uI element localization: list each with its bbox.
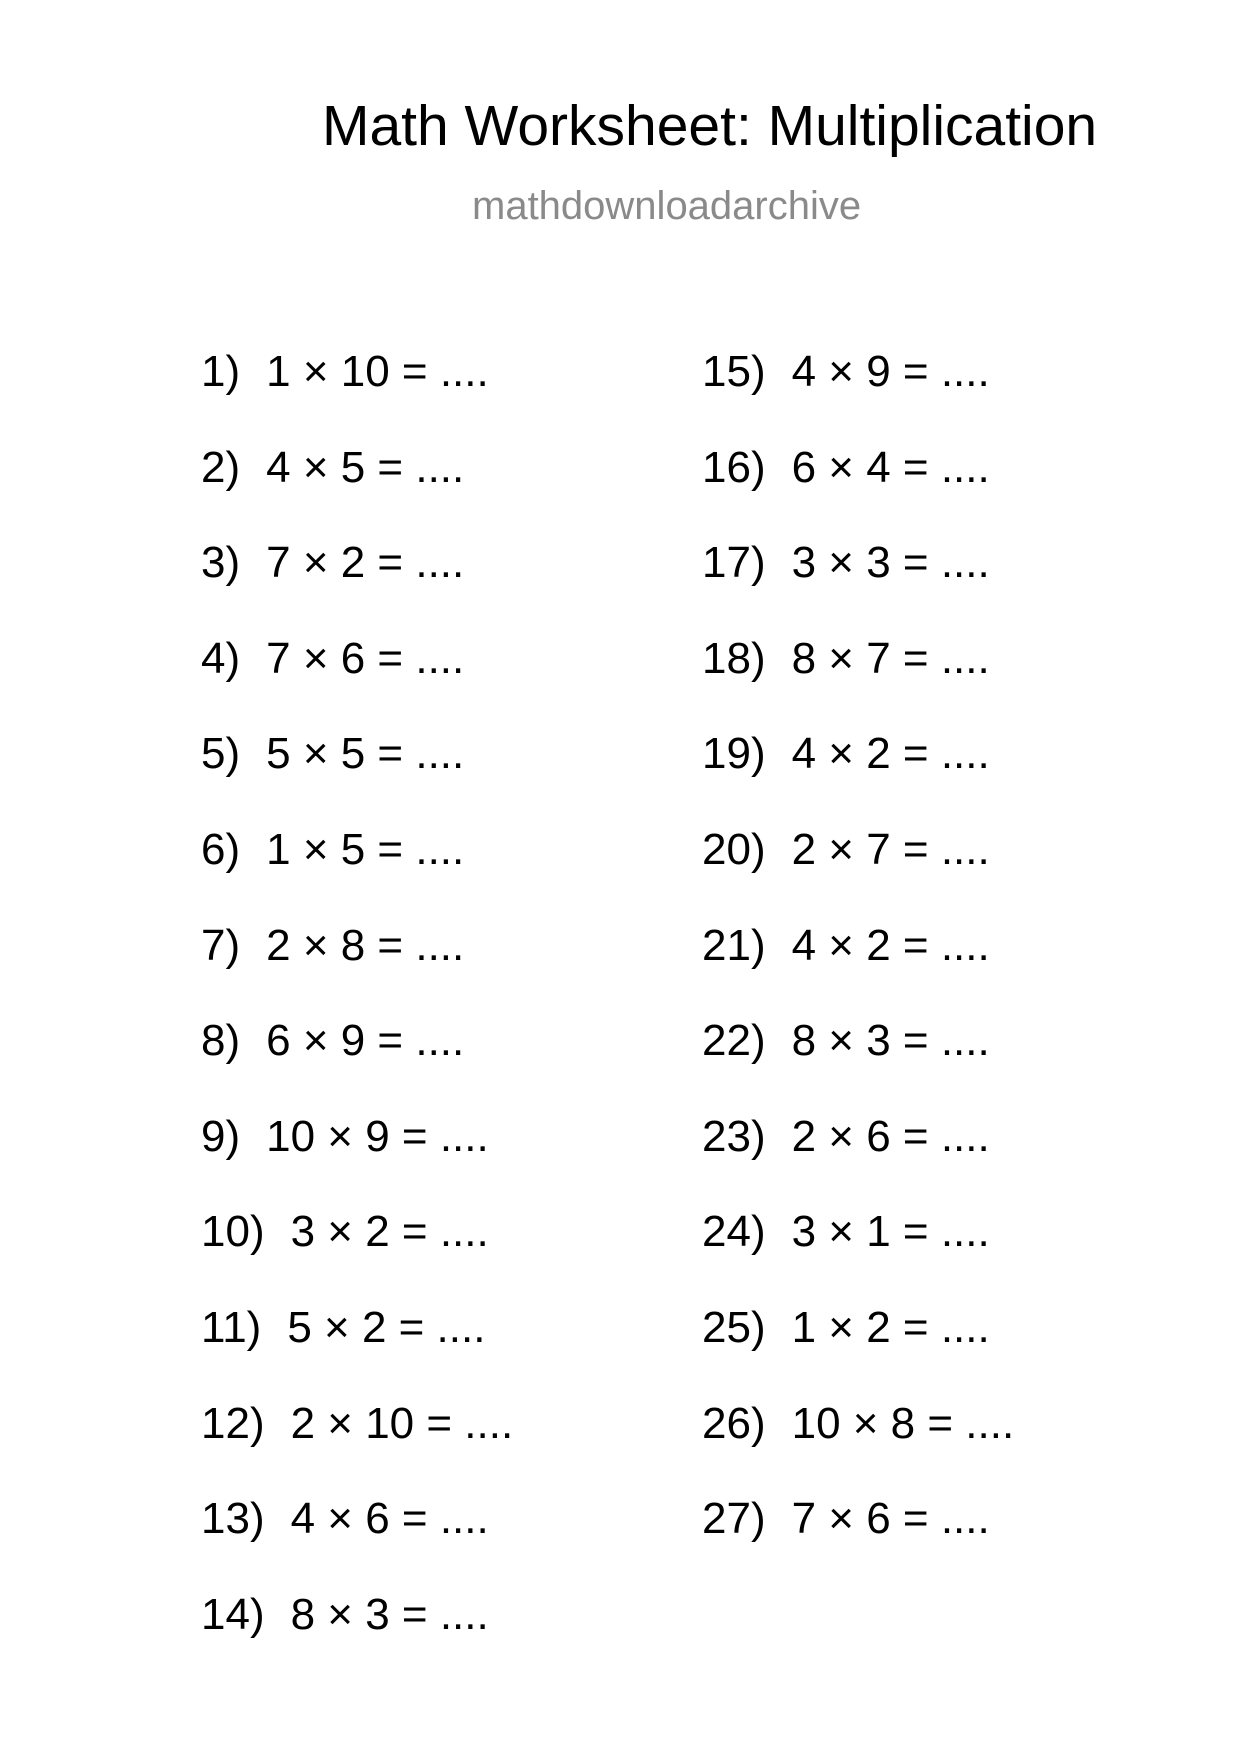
problem-number: 23) — [702, 1111, 766, 1161]
problem-item — [201, 1207, 513, 1306]
problem-item — [702, 1302, 1014, 1402]
problem-expression: 2 × 10 = .... — [290, 1398, 514, 1448]
problem-item — [702, 824, 1014, 924]
problem-number: 2) — [201, 442, 241, 492]
problem-item — [201, 1302, 513, 1402]
problem-number: 14) — [201, 1589, 265, 1639]
problems-column-left — [201, 347, 514, 1688]
problems-column-right — [702, 347, 1015, 1593]
problem-expression: 1 × 10 = .... — [266, 347, 489, 396]
problem-expression: 3 × 3 = .... — [791, 538, 990, 588]
problem-expression: 7 × 6 = .... — [791, 1494, 990, 1544]
problem-item — [702, 1016, 1014, 1115]
problem-number: 5) — [201, 729, 241, 779]
problem-number: 19) — [702, 729, 766, 779]
problem-number: 18) — [702, 633, 766, 683]
problem-item — [201, 347, 513, 446]
problem-expression: 6 × 9 = .... — [266, 1016, 465, 1066]
problem-item — [702, 1398, 1015, 1498]
problem-item — [702, 729, 1014, 828]
problem-item — [201, 442, 513, 542]
problem-number: 25) — [702, 1302, 766, 1352]
problem-number: 26) — [702, 1398, 766, 1448]
problem-item — [702, 347, 1014, 446]
problem-expression: 8 × 3 = .... — [290, 1589, 489, 1639]
problem-expression: 2 × 7 = .... — [791, 824, 990, 874]
problem-number: 3) — [201, 538, 241, 588]
problem-item — [201, 633, 513, 733]
problem-number: 15) — [702, 347, 766, 396]
problem-number: 1) — [201, 347, 241, 396]
problem-expression: 4 × 6 = .... — [290, 1494, 489, 1544]
problem-number: 21) — [702, 920, 766, 970]
problem-expression: 4 × 2 = .... — [791, 729, 990, 779]
problem-expression: 7 × 6 = .... — [266, 633, 465, 683]
problem-expression: 5 × 2 = .... — [287, 1302, 486, 1352]
problem-item — [702, 538, 1014, 637]
problem-number: 27) — [702, 1494, 766, 1544]
problem-item — [702, 1207, 1014, 1306]
problem-expression: 1 × 5 = .... — [266, 824, 465, 874]
problem-number: 10) — [201, 1207, 265, 1257]
problem-expression: 4 × 2 = .... — [791, 920, 990, 970]
problem-number: 13) — [201, 1494, 265, 1544]
problem-item — [201, 824, 513, 924]
problem-expression: 4 × 9 = .... — [791, 347, 990, 396]
problem-number: 17) — [702, 538, 766, 588]
problem-expression: 8 × 3 = .... — [791, 1016, 990, 1066]
problem-expression: 4 × 5 = .... — [266, 442, 465, 492]
problem-expression: 8 × 7 = .... — [791, 633, 990, 683]
problem-item — [702, 633, 1014, 733]
problem-item — [201, 1111, 513, 1211]
problem-number: 9) — [201, 1111, 241, 1161]
problem-expression: 3 × 2 = .... — [290, 1207, 489, 1257]
problem-expression: 10 × 8 = .... — [791, 1398, 1015, 1448]
problem-number: 24) — [702, 1207, 766, 1257]
problem-expression: 3 × 1 = .... — [791, 1207, 990, 1257]
problem-expression: 10 × 9 = .... — [266, 1111, 489, 1161]
worksheet-subtitle: mathdownloadarchive — [472, 184, 862, 228]
problem-item — [201, 1398, 514, 1498]
problem-item — [702, 1111, 1014, 1211]
problem-expression: 7 × 2 = .... — [266, 538, 465, 588]
problem-item — [201, 920, 513, 1020]
problem-number: 22) — [702, 1016, 766, 1066]
problem-expression: 2 × 6 = .... — [791, 1111, 990, 1161]
problem-item — [201, 538, 513, 637]
problem-number: 8) — [201, 1016, 241, 1066]
problem-number: 20) — [702, 824, 766, 874]
problem-expression: 5 × 5 = .... — [266, 729, 465, 779]
problem-item — [702, 920, 1014, 1020]
problem-number: 4) — [201, 633, 241, 683]
problem-number: 11) — [201, 1302, 262, 1352]
problem-number: 16) — [702, 442, 766, 492]
problem-number: 12) — [201, 1398, 265, 1448]
problem-item — [201, 1494, 513, 1593]
problem-expression: 6 × 4 = .... — [791, 442, 990, 492]
problem-item — [201, 729, 513, 828]
problem-expression: 2 × 8 = .... — [266, 920, 465, 970]
problem-item — [201, 1589, 513, 1689]
problem-item — [702, 1494, 1014, 1593]
problem-expression: 1 × 2 = .... — [791, 1302, 990, 1352]
problem-number: 6) — [201, 824, 241, 874]
worksheet-title: Math Worksheet: Multiplication — [322, 94, 1098, 158]
problem-item — [702, 442, 1014, 542]
problem-number: 7) — [201, 920, 241, 970]
problem-item — [201, 1016, 513, 1115]
